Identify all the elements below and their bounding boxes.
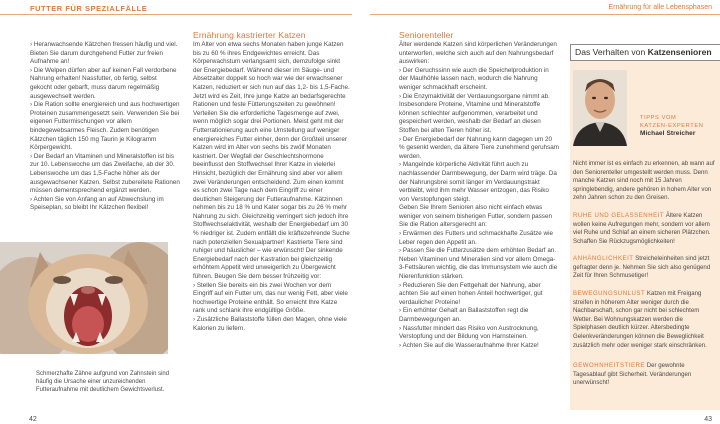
keyword: BEWEGUNGSUNLUST [573,290,646,297]
paragraph: › Heranwachsende Kätzchen fressen häufig und viel. Bieten Sie darum durchgehend Futter zur freien Aufnahme an! [30,41,178,66]
keyword: GEWOHNHEITSTIERE [573,362,645,369]
tipps-line-1: TIPPS VOM [640,115,677,121]
tip-text: Der gewohnte Tagesablauf gibt Sicherheit. Veränderungen unerwünscht! [573,362,692,387]
keyword: ANHÄNGLICHKEIT [573,255,634,262]
column-castrated-cats [193,41,350,333]
tip-text: Ältere Katzen wollen keine Aufregungen mehr, sondern vor allem viel Ruhe und Schlaf an einem sicheren Plätzchen. Schaffen Sie Rückzugsmöglichkeiten! [573,212,711,245]
column-kitten-tips [30,41,180,213]
page-number-right: 43 [704,416,712,423]
page-number-left: 42 [29,416,37,423]
sidebar-title-prefix: Das Verhalten von [575,47,648,57]
expert-portrait-illustration [573,70,627,146]
paragraph: › Passen Sie die Futterzusätze dem erhöhten Bedarf an. Neben Vitaminen und Mineralien sind vor allem Omega-3-Fettsäuren wichtig, die das Immunsystem wie auch die Nierenfunktion stärken. [399,247,558,281]
running-head-left: FUTTER FÜR SPEZIALFÄLLE [30,4,148,13]
paragraph: › Der Geruchssinn wie auch die Speichelproduktion in der Maulhöhle lassen nach, wodurch die Nahrung weniger schmackhaft erscheint. [399,66,549,91]
paragraph: › Reduzieren Sie den Fettgehalt der Nahrung, aber achten Sie auf einen hohen Anteil hochwertiger, gut verdaulicher Proteine! [399,281,543,306]
keyword: RUHE UND GELASSENHEIT [573,212,665,219]
paragraph: › Nassfutter mindert das Risiko von Austrocknung, Verstopfung und der Bildung von Harnsteinen. [399,324,539,341]
sidebar-tip-movement [573,290,717,350]
header-rule-right [370,14,720,15]
photo-caption: Schmerzhafte Zähne aufgrund von Zahnstein sind häufig die Ursache einer unzureichenden Futteraufnahme mit deutlichem Gewichtsverlust. [36,371,170,394]
column-senior-plate [399,41,559,350]
paragraph: › Stellen Sie bereits ein bis zwei Wochen vor dem Eingriff auf ein Futter um, das nur wenig Fett, aber viele hochwertige Proteine enthält. So erreicht Ihre Katze rank und schlank ihre endgültige Größe. [193,281,348,315]
paragraph: › Ein erhöhter Gehalt an Ballaststoffen regt die Darmbewegungen an. [399,307,529,323]
paragraph: › Der Bedarf an Vitaminen und Mineralstoffen ist bis zur 10. Lebenswoche um das Zweifache, ab der 30. Lebenswoche um das 1,5-Fache höher als der ausgewachsener Katzen. Selbst zubereitete Rationen müssen dementsprechend ergänzt werden. [30,152,180,195]
sidebar-tipps-label [640,114,703,130]
paragraph: › Mangelnde körperliche Aktivität führt auch zu nachlassender Darmbewegung, der Darm wird träge. Da der Nahrungsbrei somit länger im Verdauungstrakt verbleibt, wird ihm mehr Wasser entzogen, das Risiko von Verstopfungen steigt. [399,161,557,203]
sidebar-title-bold: Katzensenioren [647,47,712,57]
paragraph: › Der Energiebedarf der Nahrung kann dagegen um 20 % gesenkt werden, da ältere Tiere zunehmend geruhsam werden. [399,135,559,160]
heading-senior-plate: Seniorenteller [399,30,454,40]
paragraph: › Die Enzymaktivität der Verdauungsorgane nimmt ab. Insbesondere Proteine, Vitamine und Mineralstoffe können schlechter aufgenommen, verarbeitet und gespeichert werden, weshalb der Bedarf an diesen Stoffen bei alten Tieren höher ist. [399,92,550,134]
tipps-line-2: KATZEN-EXPERTEN [640,123,704,129]
paragraph: › Zusätzliche Ballaststoffe füllen den Magen, ohne viele Kalorien zu liefern. [193,316,347,332]
sidebar-title [575,47,712,57]
header-rule-left [0,14,352,15]
expert-portrait [573,70,627,146]
paragraph: › Erwärmen des Futters und schmackhafte Zusätze wie Leber regen den Appetit an. [399,230,553,246]
sidebar-tip-habit [573,362,717,388]
tip-text: Katzen mit Freigang streifen in höherem Alter weniger durch die Nachbarschaft, schon gar nicht bei schlechtem Wetter. Bei Wohnungskatzen werden die Spielphasen deutlich kürzer. Altersbedingte Gelenkveränderungen können die Beweglichkeit zusätzlich mehr oder weniger stark einschränken. [573,290,707,349]
yawning-cat-photo [0,242,168,354]
tip-text: Streicheleinheiten sind jetzt gefragter denn je. Nehmen Sie sich also genügend Zeit für Ihren Schmusetiger! [573,255,711,280]
sidebar-intro: Nicht immer ist es einfach zu erkennen, ab wann auf den Seniorenteller umgestellt werden muss. Denn manche Katzen sind noch mit 15 Jahren springlebendig, andere gehören in hohem Alter von zehn Jahren schon zu den Greisen. [573,160,715,202]
paragraph: Geben Sie Ihrem Senioren also nicht einfach etwas weniger von seinem bisherigen Futter, sondern passen Sie die Ration altersgerecht an: [399,204,552,229]
paragraph: Im Alter von etwa sechs Monaten haben junge Katzen bis zu 60 % ihres Endgewichtes erreicht. Das Körperwachstum verlangsamt sich, demzufolge sinkt der Energiebedarf. Während dieser im Säuge- und Absetzalter doppelt so hoch war wie der erwachsener Katzen, reduziert er sich nun auf das 1,2- bis 1,5-Fache. Jetzt wird es Zeit, Ihre junge Katze an bedarfsgerechte Rationen und feste Fütterungszeiten zu gewöhnen! Verteilen Sie die erforderliche Tagesmenge auf zwei, wenn möglich sogar drei Portionen. Meist geht mit der Futterrationierung auch eine Umstellung auf weniger energiereiches Futter einher, denn der Großteil unserer Katzen wird im Alter von sechs bis zwölf Monaten kastriert. Der Wegfall der Geschlechtshormone beeinflusst den Stoffwechsel Ihrer Katze in vielerlei Hinsicht, bezüglich der Ernährung sind aber vor allem zwei Veränderungen entscheidend. Zum einen kommt es schon zwei Tage nach dem Eingriff zu einer deutlichen Steigerung der Futteraufnahme. Kätzinnen nehmen bis zu 18 % und Kater sogar bis zu 26 % mehr Nahrung zu sich. Gleichzeitig verringert sich jedoch ihre Stoffwechselaktivität, weshalb der Energiebedarf um 30 % niedriger ist. Zudem entfällt die kräftezehrende Suche nach potenziellen Sexualpartner! Kastrierte Tiere sind ruhiger und häuslicher – wie erwünscht! Der sinkende Energiebedarf nach der Kastration bei gleichzeitig erhöhtem Appetit wird unweigerlich zu Übergewicht führen. Beugen Sie dem besser frühzeitig vor: [193,41,350,281]
paragraph: Älter werdende Katzen sind körperlichen Veränderungen unterworfen, welche sich auch auf den Nahrungsbedarf auswirken: [399,41,557,66]
paragraph: › Die Ration sollte energiereich und aus hochwertigen Proteinen zusammengesetzt sein. Verwenden Sie bei eigenen Futtermischungen vor allem bindegewebsarmes Fleisch. Zudem benötigen Kätzchen täglich 150 mg Taurin je Kilogramm Körpergewicht. [30,101,180,152]
heading-castrated-cats: Ernährung kastrierter Katzen [193,30,306,40]
sidebar-tip-calm [573,212,717,246]
paragraph: › Die Welpen dürfen aber auf keinen Fall verdorbene Nahrung erhalten! Nassfutter, ob fertig, selbst gekocht oder gebarft, muss darum regelmäßig ausgewechselt werden. [30,66,177,100]
paragraph: › Achten Sie auf die Wasseraufnahme Ihrer Katze! [399,341,539,349]
expert-name: Michael Streicher [640,130,696,137]
cat-illustration [0,242,168,354]
running-head-right: Ernährung für alle Lebensphasen [608,4,712,11]
sidebar-tip-affection [573,255,717,281]
paragraph: › Achten Sie von Anfang an auf Abwechslung im Speiseplan, so bleibt Ihr Kätzchen flexibel! [30,195,164,212]
